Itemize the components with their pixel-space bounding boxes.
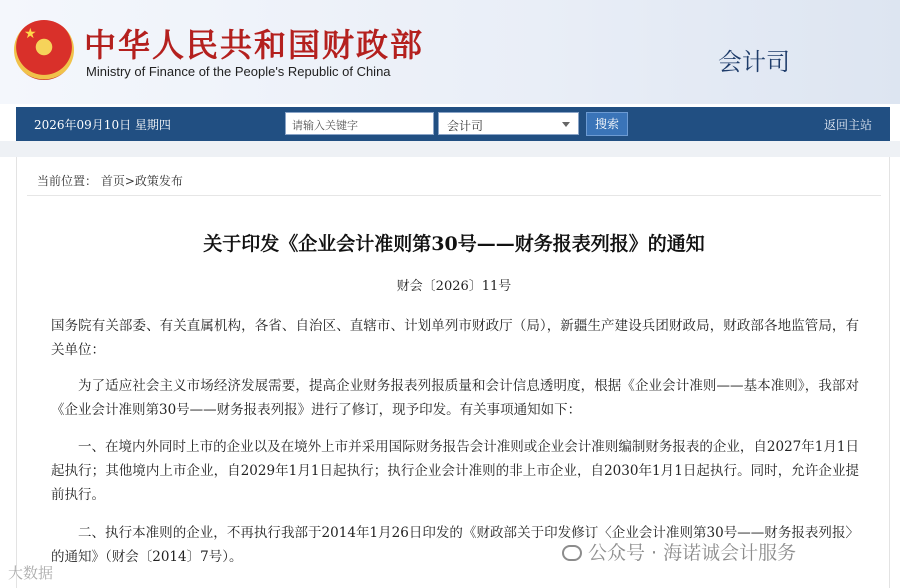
national-emblem-icon [14, 20, 74, 80]
site-header [0, 0, 900, 104]
ministry-name-cn[interactable]: 中华人民共和国财政部 [84, 26, 425, 64]
nav-bar [16, 107, 890, 141]
document-number: 财会〔2026〕11号 [396, 279, 512, 294]
current-date: 2026年09月10日 星期四 [34, 118, 171, 132]
divider [27, 195, 881, 196]
paragraph-intro: 为了适应社会主义市场经济发展需要，提高企业财务报表列报质量和会计信息透明度，根据《企业会计准则——基本准则》，我部对《企业会计准则第30号——财务报表列报》进行了修订，现予印发。有关事项通知如下： [51, 378, 859, 418]
emblem-stars-icon: ★ [24, 26, 37, 42]
watermark-text: 公众号 · 海诺诚会计服务 [588, 542, 797, 564]
search-button[interactable]: 搜索 [586, 112, 628, 136]
paragraph-item-2: 二、执行本准则的企业，不再执行我部于2014年1月26日印发的《财政部关于印发修订〈企业会计准则第30号——财务报表列报〉的通知》（财会〔2014〕7号）。 [51, 525, 859, 565]
breadcrumb[interactable]: 当前位置： 首页>政策发布 [37, 174, 183, 188]
department-name: 会计司 [718, 48, 790, 76]
paragraph-recipients: 国务院有关部委、有关直属机构，各省、自治区、直辖市、计划单列市财政厅（局），新疆生产建设兵团财政局，财政部各地监管局，有关单位： [51, 318, 859, 358]
chevron-down-icon [562, 122, 570, 127]
page-title: 关于印发《企业会计准则第30号——财务报表列报》的通知 [203, 233, 705, 255]
wechat-icon [562, 545, 582, 561]
wechat-watermark [562, 538, 796, 565]
department-select[interactable] [438, 112, 579, 135]
select-value: 会计司 [447, 119, 484, 133]
paragraph-item-1: 一、在境内外同时上市的企业以及在境外上市并采用国际财务报告会计准则或企业会计准则编制财务报表的企业，自2027年1月1日起执行；其他境内上市企业，自2029年1月1日起执行；执行企业会计准则的非上市企业，自2030年1月1日起执行。同时，允许企业提前执行。 [51, 439, 859, 503]
corner-watermark: 大数据 [8, 564, 54, 582]
ministry-name-en[interactable]: Ministry of Finance of the People's Republic of China [86, 64, 391, 79]
article-panel [16, 157, 890, 588]
page-background-strip [0, 141, 900, 157]
search-input[interactable]: 请输入关键字 [285, 112, 434, 135]
return-home-link[interactable]: 返回主站 [823, 118, 872, 132]
